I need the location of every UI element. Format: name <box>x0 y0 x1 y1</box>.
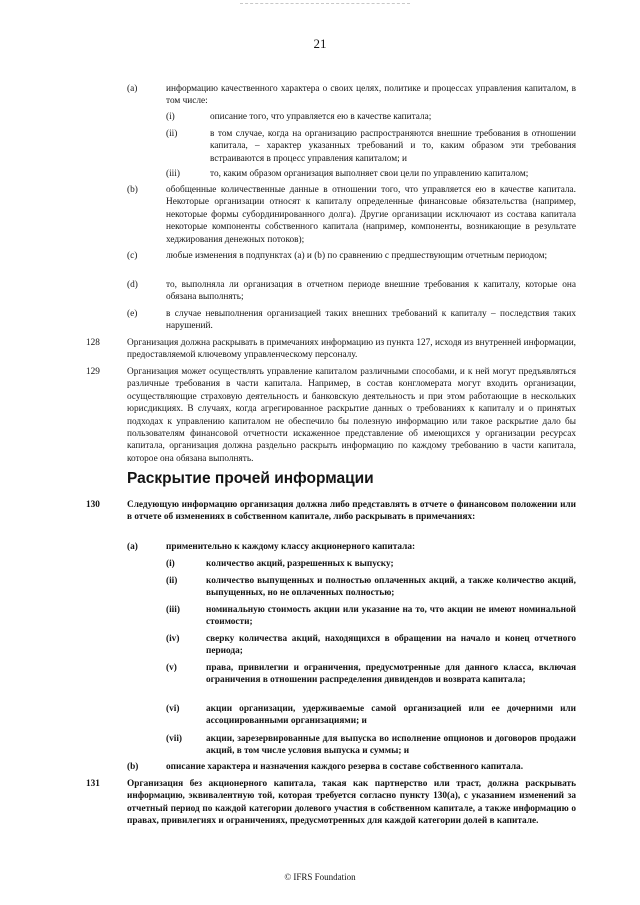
list-item-text: то, каким образом организация выполняет свои цели по управлению капиталом; <box>210 169 529 179</box>
list-item-label: (b) <box>127 762 139 772</box>
list-item-label: (vi) <box>166 704 180 714</box>
list-item-text: применительно к каждому классу акционерного капитала: <box>166 542 416 552</box>
list-item-label: (c) <box>127 251 138 261</box>
list-item-text: описание того, что управляется ею в качестве капитала; <box>210 112 432 122</box>
list-item-text: права, привилегии и ограничения, предусмотренные для данного класса, включая ограничения в отношении распределения дивидендов и возврата капитала; <box>206 663 576 686</box>
scan-top-edge-line <box>240 3 410 4</box>
list-item-text: акции, зарезервированные для выпуска во исполнение опционов и договоров продажи акций, в том числе условия выпуска и суммы; и <box>206 734 576 757</box>
list-item-text: номинальную стоимость акции или указание на то, что акции не имеют номинальной стоимости; <box>206 605 576 628</box>
list-item-text: в том случае, когда на организацию распространяются внешние требования в отношении капитала, – характер указанных требований и то, каким образом эти требования встраиваются в процесс управления капиталом; и <box>210 129 576 164</box>
list-item-text: сверку количества акций, находящихся в обращении на начало и конец отчетного периода; <box>206 634 576 657</box>
list-item-label: (vii) <box>166 734 183 744</box>
list-item-label: (i) <box>166 559 175 569</box>
list-item-text: акции организации, удерживаемые самой организацией или ее дочерними или ассоциированными организациями; и <box>206 704 576 727</box>
list-item-text: в случае невыполнения организацией таких внешних требований к капиталу – последствия таких нарушений. <box>166 309 576 332</box>
list-item-label: (v) <box>166 663 177 673</box>
paragraph-129-text: Организация может осуществлять управление капиталом различными способами, и к ней могут предъявляться различные требования в части капитала. Например, в состав конгломерата могут входить организации, осуществляющие страховую деятельность и банковскую деятельность и при этом работающие в нескольких юрисдикциях. В случаях, когда агрегированное раскрытие данных о требованиях к капиталу и о принятых подходах к управлению капиталом не обеспечило бы полезную информацию или такое раскрытие дало бы пользователям финансовой отчетности искаженное представление об имеющихся у организации ресурсах капитала, организация должна раздельно раскрыть информацию по каждому требованию в части капитала, которое она обязана выполнять. <box>127 367 576 464</box>
paragraph-128-text: Организация должна раскрывать в примечаниях информацию из пункта 127, исходя из внутренней информации, предоставляемой ключевому управленческому персоналу. <box>127 338 576 361</box>
paragraph-number: 129 <box>86 367 100 377</box>
list-item-label: (iv) <box>166 634 180 644</box>
list-item-text: описание характера и назначения каждого резерва в составе собственного капитала. <box>166 762 524 772</box>
list-item-text: любые изменения в подпунктах (a) и (b) по сравнению с предшествующим отчетным периодом; <box>166 251 548 261</box>
list-item-label: (d) <box>127 280 138 290</box>
list-item-text: количество выпущенных и полностью оплаченных акций, а также количество акций, выпущенных, но не оплаченных полностью; <box>206 576 576 599</box>
list-item-label: (iii) <box>166 605 180 615</box>
section-heading: Раскрытие прочей информации <box>127 470 374 487</box>
list-item-label: (b) <box>127 185 138 195</box>
list-item-label: (a) <box>127 542 138 552</box>
list-item-text: обобщенные количественные данные в отношении того, что управляется ею в качестве капитала. Некоторые организации относят к капиталу определенные финансовые обязательства (например, некоторые формы субординированного долга). Другие организации исключают из состава капитала некоторые компоненты собственного капитала (например, компоненты, возникающие в результате хеджирования денежных потоков); <box>166 185 576 245</box>
list-item-label: (a) <box>127 84 138 94</box>
page-number: 21 <box>313 36 327 51</box>
list-item-text: то, выполняла ли организация в отчетном периоде внешние требования к капиталу, которые она обязана выполнять; <box>166 280 576 303</box>
paragraph-number: 130 <box>86 500 100 510</box>
paragraph-130-text: Следующую информацию организация должна либо представлять в отчете о финансовом положении или в отчете об изменениях в собственном капитале, либо раскрывать в примечаниях: <box>127 500 576 523</box>
list-item-label: (iii) <box>166 169 180 179</box>
paragraph-number: 131 <box>86 779 100 789</box>
paragraph-number: 128 <box>86 338 100 348</box>
list-item-text: информацию качественного характера о своих целях, политике и процессах управления капиталом, в том числе: <box>166 84 576 107</box>
list-item-label: (ii) <box>166 129 178 139</box>
list-item-label: (ii) <box>166 576 178 586</box>
footer-copyright: © IFRS Foundation <box>284 872 356 882</box>
list-item-label: (e) <box>127 309 138 319</box>
list-item-label: (i) <box>166 112 175 122</box>
paragraph-131-text: Организация без акционерного капитала, такая как партнерство или траст, должна раскрывать информацию, эквивалентную той, которая требуется согласно пункту 130(a), с указанием изменений за отчетный период по каждой категории долевого участия в собственном капитале, а также информацию о правах, привилегиях и ограничениях, предусмотренных для каждой категории долей в капитале. <box>127 779 576 827</box>
list-item-text: количество акций, разрешенных к выпуску; <box>206 559 394 569</box>
